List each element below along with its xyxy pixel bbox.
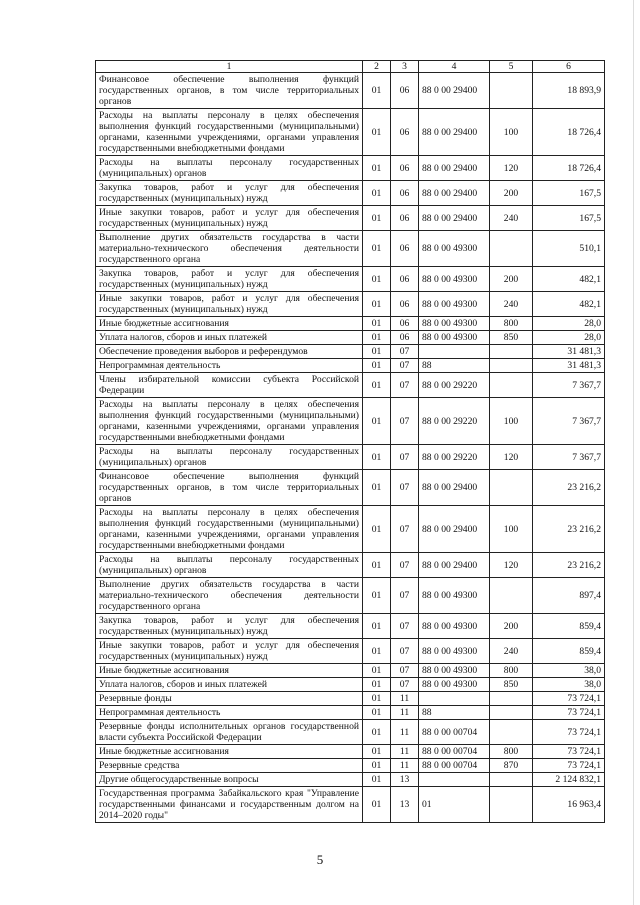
row-section: 01 bbox=[363, 470, 391, 506]
row-name: Иные закупки товаров, работ и услуг для обеспечения государственных (муниципальных) нужд bbox=[96, 206, 363, 231]
row-section: 01 bbox=[363, 706, 391, 720]
row-subsection: 06 bbox=[391, 206, 419, 231]
row-section: 01 bbox=[363, 373, 391, 398]
header-col-5: 5 bbox=[490, 61, 533, 73]
row-name: Расходы на выплаты персоналу в целях обеспечения выполнения функций государственными (муниципальными) органами, казенными учреждениями, органами управления государственными внебюджетными фондами bbox=[96, 506, 363, 553]
row-subsection: 11 bbox=[391, 745, 419, 759]
row-amount: 28,0 bbox=[533, 331, 605, 345]
row-expense-type bbox=[490, 773, 533, 787]
row-amount: 73 724,1 bbox=[533, 720, 605, 745]
row-subsection: 11 bbox=[391, 759, 419, 773]
row-name: Финансовое обеспечение выполнения функций государственных органов, в том числе территориальных органов bbox=[96, 73, 363, 109]
row-name: Иные бюджетные ассигнования bbox=[96, 317, 363, 331]
row-subsection: 07 bbox=[391, 614, 419, 639]
row-section: 01 bbox=[363, 720, 391, 745]
table-row bbox=[96, 156, 605, 181]
row-name: Расходы на выплаты персоналу в целях обеспечения выполнения функций государственными (муниципальными) органами, казенными учреждениями, органами управления государственными внебюджетными фондами bbox=[96, 398, 363, 445]
row-name: Уплата налогов, сборов и иных платежей bbox=[96, 331, 363, 345]
row-section: 01 bbox=[363, 664, 391, 678]
row-target-article bbox=[419, 692, 490, 706]
table-row bbox=[96, 470, 605, 506]
row-subsection: 11 bbox=[391, 720, 419, 745]
row-expense-type: 800 bbox=[490, 745, 533, 759]
table-row bbox=[96, 292, 605, 317]
row-section: 01 bbox=[363, 678, 391, 692]
row-expense-type: 800 bbox=[490, 664, 533, 678]
row-name: Иные бюджетные ассигнования bbox=[96, 664, 363, 678]
row-target-article: 88 0 00 29400 bbox=[419, 73, 490, 109]
row-subsection: 07 bbox=[391, 398, 419, 445]
row-subsection: 07 bbox=[391, 359, 419, 373]
row-amount: 73 724,1 bbox=[533, 692, 605, 706]
row-name: Иные бюджетные ассигнования bbox=[96, 745, 363, 759]
row-target-article: 88 0 00 29220 bbox=[419, 373, 490, 398]
row-section: 01 bbox=[363, 578, 391, 614]
row-section: 01 bbox=[363, 317, 391, 331]
row-amount: 73 724,1 bbox=[533, 759, 605, 773]
table-row bbox=[96, 231, 605, 267]
row-subsection: 07 bbox=[391, 470, 419, 506]
row-amount: 73 724,1 bbox=[533, 745, 605, 759]
row-amount: 7 367,7 bbox=[533, 398, 605, 445]
row-section: 01 bbox=[363, 692, 391, 706]
row-section: 01 bbox=[363, 787, 391, 823]
row-name: Закупка товаров, работ и услуг для обеспечения государственных (муниципальных) нужд bbox=[96, 267, 363, 292]
table-row bbox=[96, 678, 605, 692]
row-target-article: 88 bbox=[419, 706, 490, 720]
row-target-article: 88 0 00 49300 bbox=[419, 639, 490, 664]
row-section: 01 bbox=[363, 156, 391, 181]
header-col-4: 4 bbox=[419, 61, 490, 73]
row-name: Закупка товаров, работ и услуг для обеспечения государственных (муниципальных) нужд bbox=[96, 181, 363, 206]
row-subsection: 06 bbox=[391, 331, 419, 345]
table-row bbox=[96, 578, 605, 614]
row-name: Резервные средства bbox=[96, 759, 363, 773]
table-row bbox=[96, 787, 605, 823]
row-amount: 38,0 bbox=[533, 678, 605, 692]
row-expense-type bbox=[490, 706, 533, 720]
row-target-article: 88 0 00 00704 bbox=[419, 745, 490, 759]
row-subsection: 06 bbox=[391, 231, 419, 267]
row-expense-type bbox=[490, 720, 533, 745]
row-target-article: 88 0 00 29400 bbox=[419, 206, 490, 231]
row-subsection: 07 bbox=[391, 373, 419, 398]
row-target-article: 88 0 00 49300 bbox=[419, 267, 490, 292]
row-section: 01 bbox=[363, 292, 391, 317]
row-name: Иные закупки товаров, работ и услуг для обеспечения государственных (муниципальных) нужд bbox=[96, 292, 363, 317]
row-expense-type bbox=[490, 470, 533, 506]
row-target-article: 88 0 00 29400 bbox=[419, 181, 490, 206]
row-amount: 23 216,2 bbox=[533, 470, 605, 506]
table-row bbox=[96, 181, 605, 206]
row-subsection: 06 bbox=[391, 292, 419, 317]
row-expense-type: 120 bbox=[490, 553, 533, 578]
row-target-article: 88 0 00 49300 bbox=[419, 317, 490, 331]
row-section: 01 bbox=[363, 109, 391, 156]
table-row bbox=[96, 506, 605, 553]
row-section: 01 bbox=[363, 331, 391, 345]
row-target-article: 88 0 00 49300 bbox=[419, 331, 490, 345]
table-row bbox=[96, 759, 605, 773]
row-expense-type bbox=[490, 231, 533, 267]
row-subsection: 13 bbox=[391, 787, 419, 823]
row-expense-type: 100 bbox=[490, 398, 533, 445]
row-target-article: 88 0 00 29400 bbox=[419, 470, 490, 506]
row-section: 01 bbox=[363, 181, 391, 206]
row-subsection: 07 bbox=[391, 578, 419, 614]
row-amount: 23 216,2 bbox=[533, 506, 605, 553]
header-col-1: 1 bbox=[96, 61, 363, 73]
table-row bbox=[96, 664, 605, 678]
table-row bbox=[96, 445, 605, 470]
row-name: Финансовое обеспечение выполнения функций государственных органов, в том числе территориальных органов bbox=[96, 470, 363, 506]
row-section: 01 bbox=[363, 506, 391, 553]
row-section: 01 bbox=[363, 553, 391, 578]
row-target-article: 88 0 00 29220 bbox=[419, 398, 490, 445]
row-name: Расходы на выплаты персоналу государственных (муниципальных) органов bbox=[96, 553, 363, 578]
table-row bbox=[96, 373, 605, 398]
row-amount: 482,1 bbox=[533, 292, 605, 317]
row-name: Государственная программа Забайкальского края "Управление государственными финансами и государственным долгом на 2014–2020 годы" bbox=[96, 787, 363, 823]
row-expense-type: 240 bbox=[490, 292, 533, 317]
table-row bbox=[96, 359, 605, 373]
row-expense-type: 200 bbox=[490, 181, 533, 206]
table-row bbox=[96, 706, 605, 720]
row-expense-type: 200 bbox=[490, 614, 533, 639]
row-target-article bbox=[419, 345, 490, 359]
row-name: Иные закупки товаров, работ и услуг для обеспечения государственных (муниципальных) нужд bbox=[96, 639, 363, 664]
row-amount: 167,5 bbox=[533, 206, 605, 231]
table-row bbox=[96, 773, 605, 787]
row-expense-type: 800 bbox=[490, 317, 533, 331]
row-expense-type: 120 bbox=[490, 156, 533, 181]
table-row bbox=[96, 317, 605, 331]
row-expense-type: 100 bbox=[490, 109, 533, 156]
row-subsection: 11 bbox=[391, 706, 419, 720]
row-name: Члены избирательной комиссии субъекта Российской Федерации bbox=[96, 373, 363, 398]
row-target-article: 88 0 00 29400 bbox=[419, 506, 490, 553]
row-name: Непрограммная деятельность bbox=[96, 706, 363, 720]
row-amount: 7 367,7 bbox=[533, 445, 605, 470]
row-subsection: 06 bbox=[391, 181, 419, 206]
row-amount: 510,1 bbox=[533, 231, 605, 267]
row-target-article: 88 0 00 00704 bbox=[419, 720, 490, 745]
row-section: 01 bbox=[363, 639, 391, 664]
row-target-article: 88 0 00 29400 bbox=[419, 109, 490, 156]
row-amount: 18 726,4 bbox=[533, 156, 605, 181]
row-subsection: 06 bbox=[391, 73, 419, 109]
table-row bbox=[96, 345, 605, 359]
row-section: 01 bbox=[363, 206, 391, 231]
row-amount: 18 726,4 bbox=[533, 109, 605, 156]
row-target-article: 88 0 00 49300 bbox=[419, 614, 490, 639]
row-expense-type: 100 bbox=[490, 506, 533, 553]
page-number: 5 bbox=[316, 852, 324, 867]
row-amount: 73 724,1 bbox=[533, 706, 605, 720]
row-name: Уплата налогов, сборов и иных платежей bbox=[96, 678, 363, 692]
row-expense-type: 240 bbox=[490, 206, 533, 231]
table-row bbox=[96, 331, 605, 345]
row-amount: 482,1 bbox=[533, 267, 605, 292]
row-subsection: 07 bbox=[391, 664, 419, 678]
row-name: Расходы на выплаты персоналу государственных (муниципальных) органов bbox=[96, 156, 363, 181]
row-target-article bbox=[419, 773, 490, 787]
row-expense-type: 200 bbox=[490, 267, 533, 292]
row-section: 01 bbox=[363, 359, 391, 373]
header-col-6: 6 bbox=[533, 61, 605, 73]
row-subsection: 13 bbox=[391, 773, 419, 787]
row-expense-type bbox=[490, 73, 533, 109]
table-row bbox=[96, 614, 605, 639]
row-expense-type bbox=[490, 359, 533, 373]
row-target-article: 88 0 00 49300 bbox=[419, 678, 490, 692]
row-expense-type: 120 bbox=[490, 445, 533, 470]
row-target-article: 88 bbox=[419, 359, 490, 373]
row-subsection: 06 bbox=[391, 109, 419, 156]
row-expense-type bbox=[490, 578, 533, 614]
table-row bbox=[96, 109, 605, 156]
row-amount: 897,4 bbox=[533, 578, 605, 614]
row-amount: 18 893,9 bbox=[533, 73, 605, 109]
table-row bbox=[96, 73, 605, 109]
table-row bbox=[96, 639, 605, 664]
row-expense-type: 850 bbox=[490, 678, 533, 692]
row-expense-type: 850 bbox=[490, 331, 533, 345]
row-target-article: 88 0 00 00704 bbox=[419, 759, 490, 773]
row-section: 01 bbox=[363, 773, 391, 787]
table-row bbox=[96, 745, 605, 759]
table-row bbox=[96, 553, 605, 578]
row-name: Резервные фонды bbox=[96, 692, 363, 706]
row-amount: 7 367,7 bbox=[533, 373, 605, 398]
row-name: Выполнение других обязательств государства в части материально-технического обеспечения деятельности государственного органа bbox=[96, 231, 363, 267]
table-row bbox=[96, 398, 605, 445]
row-amount: 859,4 bbox=[533, 614, 605, 639]
row-amount: 28,0 bbox=[533, 317, 605, 331]
scan-edge-line bbox=[633, 0, 634, 905]
row-subsection: 07 bbox=[391, 553, 419, 578]
row-target-article: 88 0 00 49300 bbox=[419, 578, 490, 614]
row-amount: 16 963,4 bbox=[533, 787, 605, 823]
row-target-article: 88 0 00 29400 bbox=[419, 156, 490, 181]
row-section: 01 bbox=[363, 745, 391, 759]
row-amount: 31 481,3 bbox=[533, 359, 605, 373]
table-body bbox=[96, 73, 605, 823]
row-expense-type bbox=[490, 373, 533, 398]
row-subsection: 07 bbox=[391, 506, 419, 553]
row-expense-type: 240 bbox=[490, 639, 533, 664]
row-name: Обеспечение проведения выборов и референдумов bbox=[96, 345, 363, 359]
budget-table bbox=[95, 60, 605, 823]
row-name: Расходы на выплаты персоналу государственных (муниципальных) органов bbox=[96, 445, 363, 470]
row-section: 01 bbox=[363, 445, 391, 470]
row-expense-type bbox=[490, 787, 533, 823]
row-section: 01 bbox=[363, 231, 391, 267]
row-name: Резервные фонды исполнительных органов государственной власти субъекта Российской Федерации bbox=[96, 720, 363, 745]
row-subsection: 07 bbox=[391, 345, 419, 359]
row-section: 01 bbox=[363, 614, 391, 639]
row-amount: 167,5 bbox=[533, 181, 605, 206]
row-amount: 2 124 832,1 bbox=[533, 773, 605, 787]
row-amount: 859,4 bbox=[533, 639, 605, 664]
row-target-article: 88 0 00 29220 bbox=[419, 445, 490, 470]
row-target-article: 01 bbox=[419, 787, 490, 823]
table-row bbox=[96, 267, 605, 292]
row-subsection: 07 bbox=[391, 639, 419, 664]
row-amount: 38,0 bbox=[533, 664, 605, 678]
header-col-2: 2 bbox=[363, 61, 391, 73]
table-row bbox=[96, 692, 605, 706]
row-target-article: 88 0 00 49300 bbox=[419, 292, 490, 317]
row-name: Выполнение других обязательств государства в части материально-технического обеспечения деятельности государственного органа bbox=[96, 578, 363, 614]
row-section: 01 bbox=[363, 398, 391, 445]
row-expense-type bbox=[490, 692, 533, 706]
row-amount: 31 481,3 bbox=[533, 345, 605, 359]
row-subsection: 11 bbox=[391, 692, 419, 706]
row-subsection: 07 bbox=[391, 445, 419, 470]
row-section: 01 bbox=[363, 345, 391, 359]
row-section: 01 bbox=[363, 73, 391, 109]
row-target-article: 88 0 00 49300 bbox=[419, 231, 490, 267]
row-subsection: 06 bbox=[391, 267, 419, 292]
row-amount: 23 216,2 bbox=[533, 553, 605, 578]
row-target-article: 88 0 00 49300 bbox=[419, 664, 490, 678]
table-row bbox=[96, 720, 605, 745]
row-expense-type: 870 bbox=[490, 759, 533, 773]
row-section: 01 bbox=[363, 759, 391, 773]
table-header-row bbox=[96, 61, 605, 73]
row-subsection: 07 bbox=[391, 678, 419, 692]
row-target-article: 88 0 00 29400 bbox=[419, 553, 490, 578]
header-col-3: 3 bbox=[391, 61, 419, 73]
row-name: Расходы на выплаты персоналу в целях обеспечения выполнения функций государственными (муниципальными) органами, казенными учреждениями, органами управления государственными внебюджетными фондами bbox=[96, 109, 363, 156]
row-section: 01 bbox=[363, 267, 391, 292]
row-expense-type bbox=[490, 345, 533, 359]
row-subsection: 06 bbox=[391, 156, 419, 181]
table-row bbox=[96, 206, 605, 231]
row-subsection: 06 bbox=[391, 317, 419, 331]
row-name: Непрограммная деятельность bbox=[96, 359, 363, 373]
row-name: Другие общегосударственные вопросы bbox=[96, 773, 363, 787]
row-name: Закупка товаров, работ и услуг для обеспечения государственных (муниципальных) нужд bbox=[96, 614, 363, 639]
